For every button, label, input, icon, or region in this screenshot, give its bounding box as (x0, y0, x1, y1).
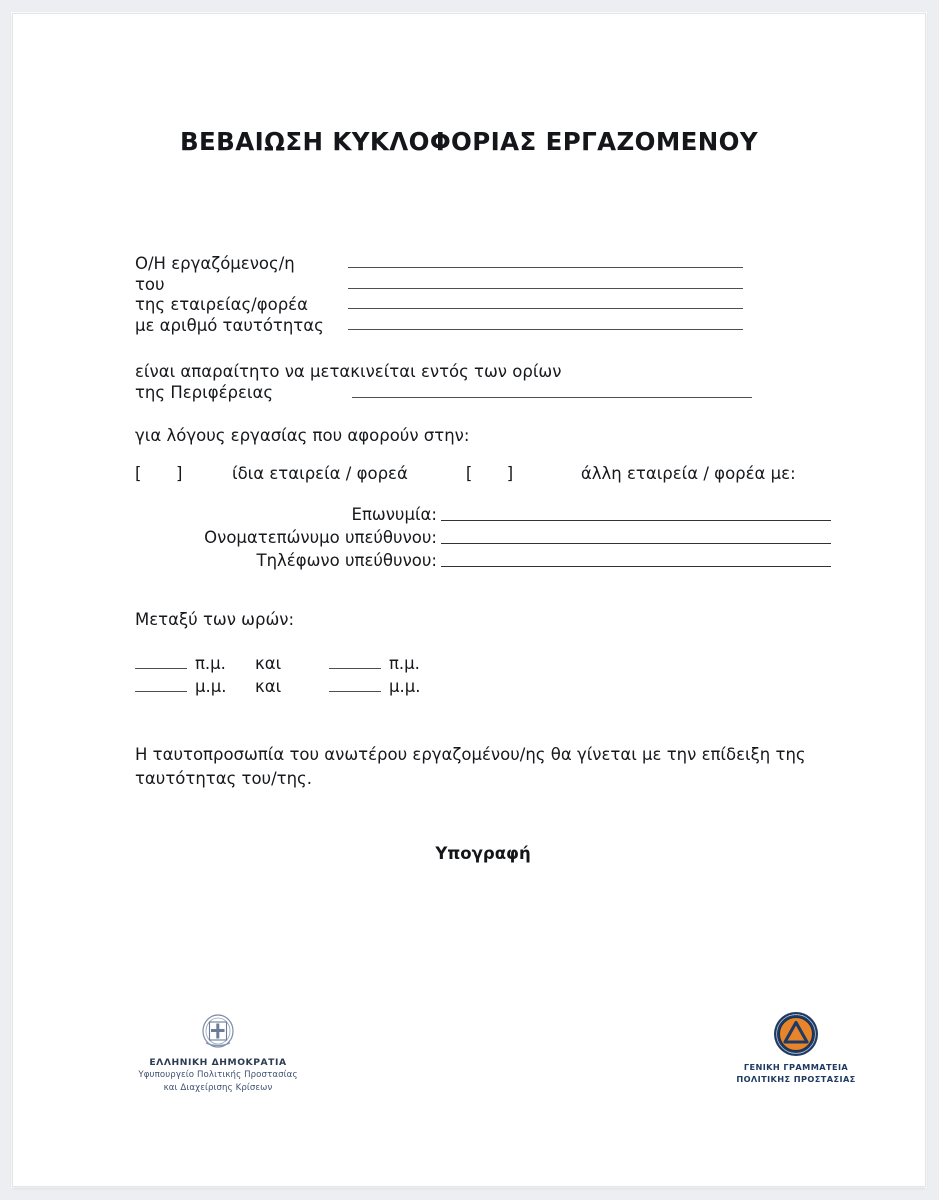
hellenic-republic-crest-icon (199, 1012, 237, 1050)
checkbox-bracket-close-1: ] (175, 464, 183, 483)
checkbox-bracket-open-2: [ (465, 464, 473, 483)
region-statement-text: είναι απαραίτητο να μετακινείται εντός των ορίων (135, 362, 562, 381)
logo-ring-text-bottom: · · · · · (790, 1051, 802, 1056)
hours-block (135, 653, 449, 699)
field-label-company-name: Επωνυμία: (351, 505, 437, 524)
identity-fields-block (135, 254, 835, 336)
field-input-company[interactable] (348, 308, 743, 309)
hours-conjunction-am: και (255, 654, 282, 673)
form-row-employee-name (135, 254, 835, 274)
document-page (12, 13, 926, 1187)
option-label-same-company: ίδια εταιρεία / φορεά (232, 464, 408, 483)
hour-unit-to-pm: μ.μ. (389, 677, 421, 696)
signature-label: Υπογραφή (435, 844, 531, 863)
field-label-company: της εταιρείας/φορέα (135, 295, 308, 314)
field-label-manager-name: Ονοματεπώνυμο υπεύθυνου: (204, 528, 437, 547)
hours-section-title: Μεταξύ των ωρών: (135, 610, 295, 629)
footer-organization-name: ΕΛΛΗΝΙΚΗ ΔΗΜΟΚΡΑΤΙΑ (149, 1057, 287, 1068)
hour-unit-from-am: π.μ. (195, 654, 226, 673)
field-label-manager-phone: Τηλέφωνο υπεύθυνου: (256, 551, 437, 570)
field-label-id-number: με αριθμό ταυτότητας (135, 315, 324, 335)
checkbox-other-company[interactable] (466, 464, 524, 483)
field-label-father-name: του (135, 274, 165, 294)
logo-ring-text: · · · · · · · (788, 1013, 804, 1018)
form-row-id-number (135, 316, 835, 336)
footer-organization-sub-1: Υφυπουργείο Πολιτικής Προστασίας (138, 1070, 298, 1080)
form-row-manager-phone (173, 551, 833, 571)
field-input-father-name[interactable] (348, 288, 743, 289)
field-label-region: της Περιφέρειας (135, 383, 274, 402)
checkbox-bracket-open-1: [ (135, 464, 142, 483)
footer-gscp-name-1: ΓΕΝΙΚΗ ΓΡΑΜΜΑΤΕΙΑ (743, 1062, 849, 1072)
checkbox-bracket-close-2: ] (506, 464, 514, 483)
form-row-manager-name (173, 528, 833, 548)
field-input-hour-to-am[interactable] (329, 668, 381, 669)
field-input-id-number[interactable] (348, 329, 743, 330)
hours-row-pm (135, 676, 449, 697)
closing-paragraph: Η ταυτοπροσωπία του ανωτέρου εργαζομένου/ης θα γίνεται με την επίδειξη της ταυτότητας του/της. (135, 745, 806, 788)
checkbox-same-company[interactable] (135, 464, 193, 483)
hour-unit-to-am: π.μ. (389, 654, 420, 673)
hours-conjunction-pm: και (255, 677, 282, 696)
field-input-company-name[interactable] (441, 520, 831, 521)
company-details-block (173, 505, 833, 574)
purpose-statement: για λόγους εργασίας που αφορούν στην: (135, 426, 470, 445)
field-input-hour-from-pm[interactable] (135, 691, 187, 692)
options-row (135, 464, 796, 483)
field-input-hour-from-am[interactable] (135, 668, 187, 669)
form-row-father-name (135, 275, 835, 295)
field-label-employee-name: Ο/Η εργαζόμενος/η (135, 254, 295, 273)
field-input-employee-name[interactable] (348, 267, 743, 268)
form-row-region (135, 382, 855, 403)
civil-protection-logo-icon (773, 1011, 819, 1057)
form-row-company (135, 295, 835, 315)
footer-gscp-name-2: ΠΟΛΙΤΙΚΗΣ ΠΡΟΣΤΑΣΙΑΣ (736, 1073, 856, 1084)
field-input-manager-phone[interactable] (441, 566, 831, 567)
footer-emblem-right (731, 1011, 861, 1085)
footer-emblem-left (123, 1012, 313, 1094)
footer-organization-sub-2: και Διαχείρισης Κρίσεων (163, 1082, 273, 1093)
field-input-hour-to-pm[interactable] (329, 691, 381, 692)
hour-unit-from-pm: μ.μ. (195, 677, 227, 696)
form-row-company-name (173, 505, 833, 525)
option-label-other-company: άλλη εταιρεία / φορέα με: (580, 464, 796, 483)
region-block (135, 361, 855, 403)
page-title: ΒΕΒΑΙΩΣΗ ΚΥΚΛΟΦΟΡΙΑΣ ΕΡΓΑΖΟΜΕΝΟΥ (179, 127, 759, 156)
field-input-region[interactable] (352, 397, 752, 398)
region-statement-row (135, 361, 855, 382)
field-input-manager-name[interactable] (441, 543, 831, 544)
hours-row-am (135, 653, 449, 674)
